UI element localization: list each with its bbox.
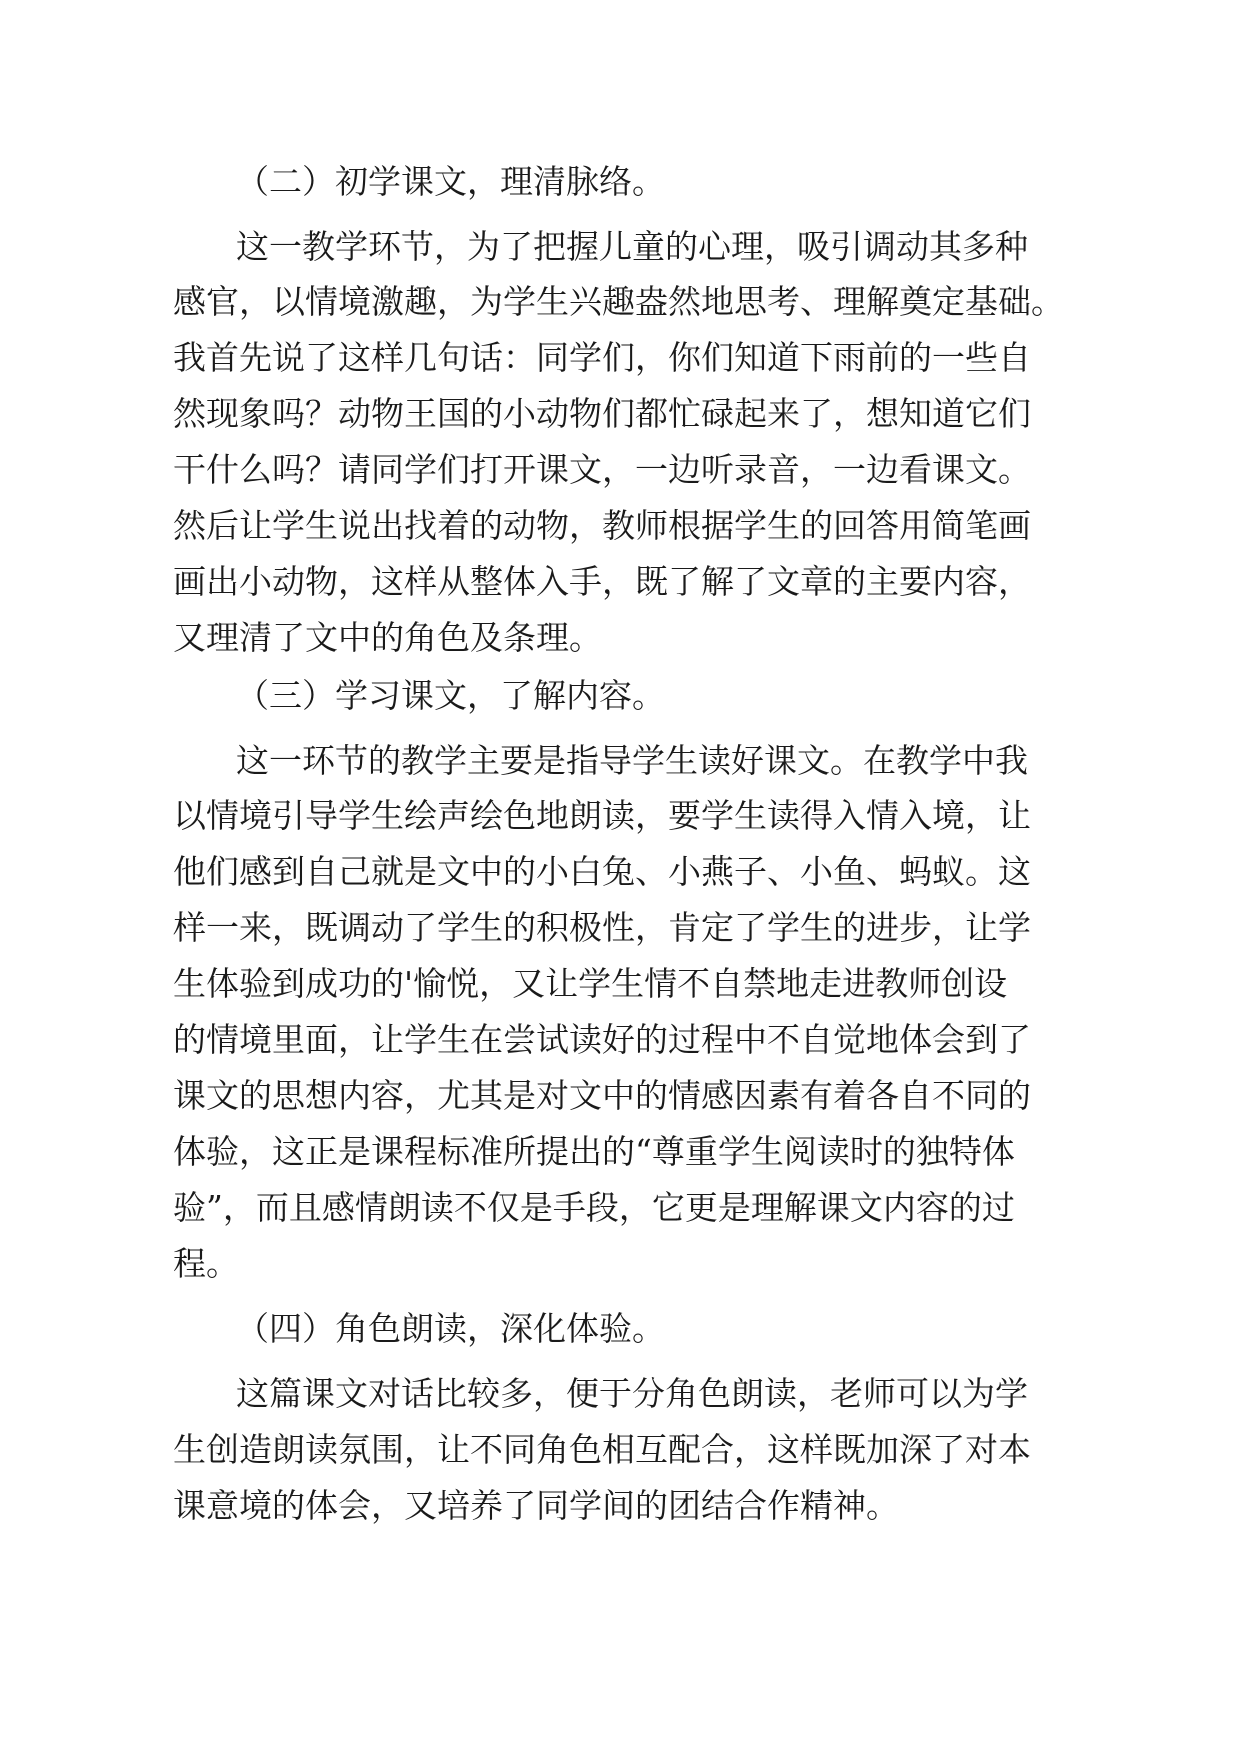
paragraph-line: 感官，以情境激趣，为学生兴趣盎然地思考、理解奠定基础。 xyxy=(173,282,1064,321)
paragraph-line: 干什么吗？请同学们打开课文，一边听录音，一边看课文。 xyxy=(173,450,1031,489)
paragraph-line: 然现象吗？动物王国的小动物们都忙碌起来了，想知道它们 xyxy=(173,394,1031,433)
paragraph-line: 以情境引导学生绘声绘色地朗读，要学生读得入情入境，让 xyxy=(173,796,1031,835)
paragraph-line: 画出小动物，这样从整体入手，既了解了文章的主要内容， xyxy=(173,562,1031,601)
paragraph-line: 生体验到成功的'愉悦，又让学生情不自禁地走进教师创设 xyxy=(173,964,1008,1003)
paragraph-line: 这一环节的教学主要是指导学生读好课文。在教学中我 xyxy=(236,741,1028,780)
paragraph-line: 这篇课文对话比较多，便于分角色朗读，老师可以为学 xyxy=(236,1374,1028,1413)
paragraph-line: 他们感到自己就是文中的小白兔、小燕子、小鱼、蚂蚁。这 xyxy=(173,852,1031,891)
paragraph-line: 样一来，既调动了学生的积极性，肯定了学生的进步，让学 xyxy=(173,908,1031,947)
paragraph-line: 课意境的体会，又培养了同学间的团结合作精神。 xyxy=(173,1486,899,1525)
section-heading-3: （三）学习课文，了解内容。 xyxy=(236,676,665,715)
section-heading-4: （四）角色朗读，深化体验。 xyxy=(236,1309,665,1348)
section-heading-2: （二）初学课文，理清脉络。 xyxy=(236,162,665,201)
paragraph-line: 课文的思想内容，尤其是对文中的情感因素有着各自不同的 xyxy=(173,1076,1031,1115)
paragraph-line: 又理清了文中的角色及条理。 xyxy=(173,618,602,657)
paragraph-line: 这一教学环节，为了把握儿童的心理，吸引调动其多种 xyxy=(236,227,1028,266)
paragraph-line: 然后让学生说出找着的动物，教师根据学生的回答用简笔画 xyxy=(173,506,1031,545)
paragraph-line: 我首先说了这样几句话：同学们，你们知道下雨前的一些自 xyxy=(173,338,1031,377)
paragraph-line: 体验，这正是课程标准所提出的“尊重学生阅读时的独特体 xyxy=(173,1132,1015,1171)
paragraph-line: 的情境里面，让学生在尝试读好的过程中不自觉地体会到了 xyxy=(173,1020,1031,1059)
paragraph-line: 程。 xyxy=(173,1244,239,1283)
paragraph-line: 验”，而且感情朗读不仅是手段，它更是理解课文内容的过 xyxy=(173,1188,1015,1227)
paragraph-line: 生创造朗读氛围，让不同角色相互配合，这样既加深了对本 xyxy=(173,1430,1031,1469)
